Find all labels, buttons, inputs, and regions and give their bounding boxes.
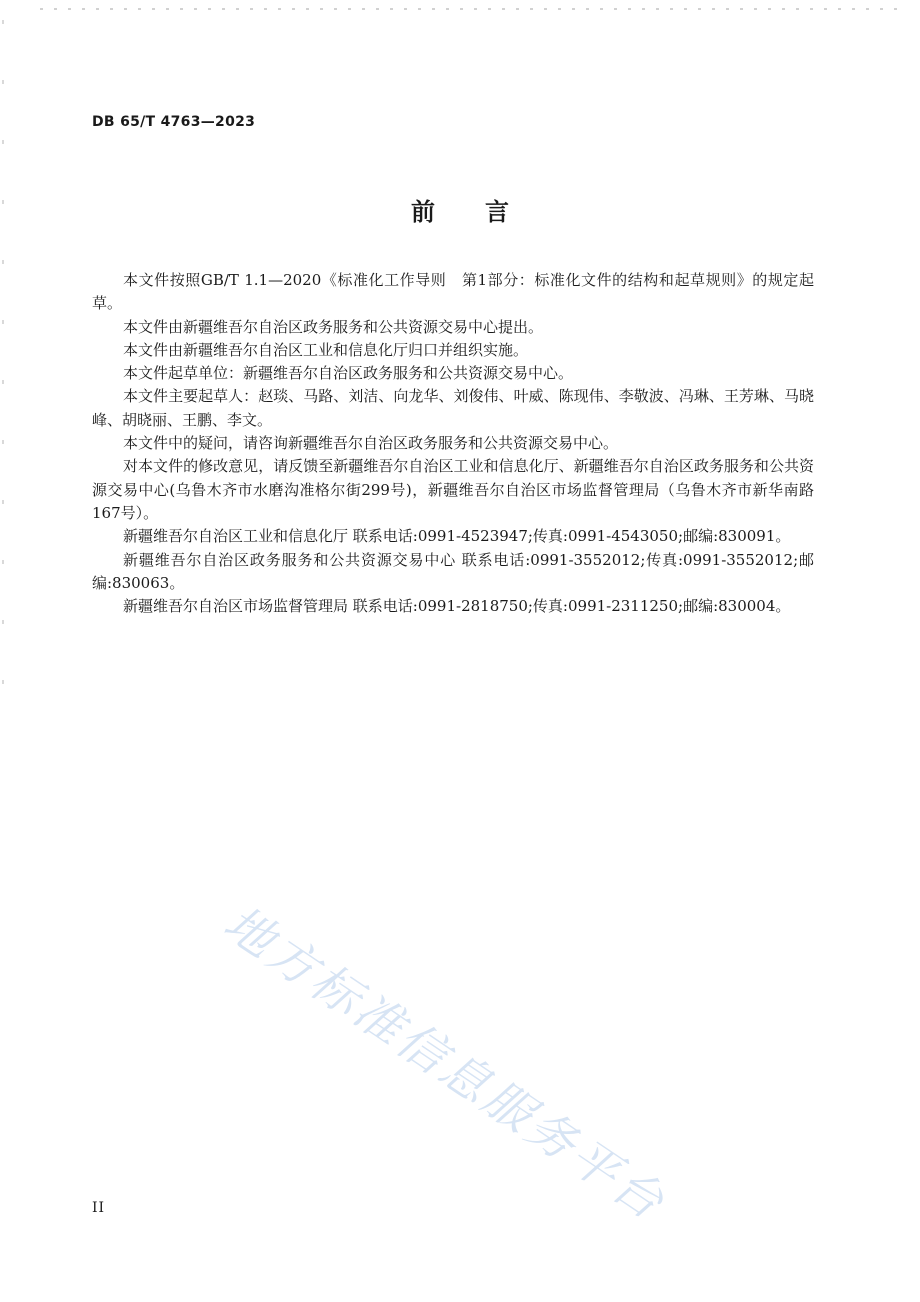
- paragraph-feedback: 对本文件的修改意见，请反馈至新疆维吾尔自治区工业和信息化厅、新疆维吾尔自治区政务服务和公共资源交易中心(乌鲁木齐市水磨沟准格尔街299号)，新疆维吾尔自治区市场监督管理局（乌鲁木齐市新华南路167号）。: [92, 457, 814, 522]
- page-title: 前言: [411, 198, 559, 226]
- document-code: DB 65/T 4763—2023: [92, 114, 256, 130]
- scan-artifact-left: [2, 20, 4, 720]
- page-number: II: [92, 1200, 106, 1216]
- watermark-text: 地方标准信息服务平台: [213, 895, 677, 1233]
- paragraph-contact-industry: 新疆维吾尔自治区工业和信息化厅 联系电话:0991-4523947;传真:0991-4543050;邮编:830091。: [123, 527, 791, 546]
- paragraph-contact-service-center: 新疆维吾尔自治区政务服务和公共资源交易中心 联系电话:0991-3552012;传真:0991-3552012;邮编:830063。: [92, 550, 814, 592]
- foreword-body: [92, 269, 814, 618]
- paragraph-contact-market-supervision: 新疆维吾尔自治区市场监督管理局 联系电话:0991-2818750;传真:0991-2311250;邮编:830004。: [123, 597, 791, 616]
- paragraph-proposer: 本文件由新疆维吾尔自治区政务服务和公共资源交易中心提出。: [123, 317, 544, 336]
- paragraph-drafting-unit: 本文件起草单位：新疆维吾尔自治区政务服务和公共资源交易中心。: [123, 364, 574, 383]
- paragraph-inquiries: 本文件中的疑问，请咨询新疆维吾尔自治区政务服务和公共资源交易中心。: [123, 434, 619, 453]
- paragraph-drafting-rules: 本文件按照GB/T 1.1—2020《标准化工作导则 第1部分：标准化文件的结构和起草规则》的规定起草。: [92, 271, 814, 313]
- paragraph-drafters: 本文件主要起草人：赵琰、马路、刘洁、向龙华、刘俊伟、叶威、陈现伟、李敬波、冯琳、王芳琳、马晓峰、胡晓丽、王鹏、李文。: [92, 387, 814, 429]
- paragraph-administrator: 本文件由新疆维吾尔自治区工业和信息化厅归口并组织实施。: [123, 340, 529, 359]
- scan-artifact-top: [40, 8, 900, 10]
